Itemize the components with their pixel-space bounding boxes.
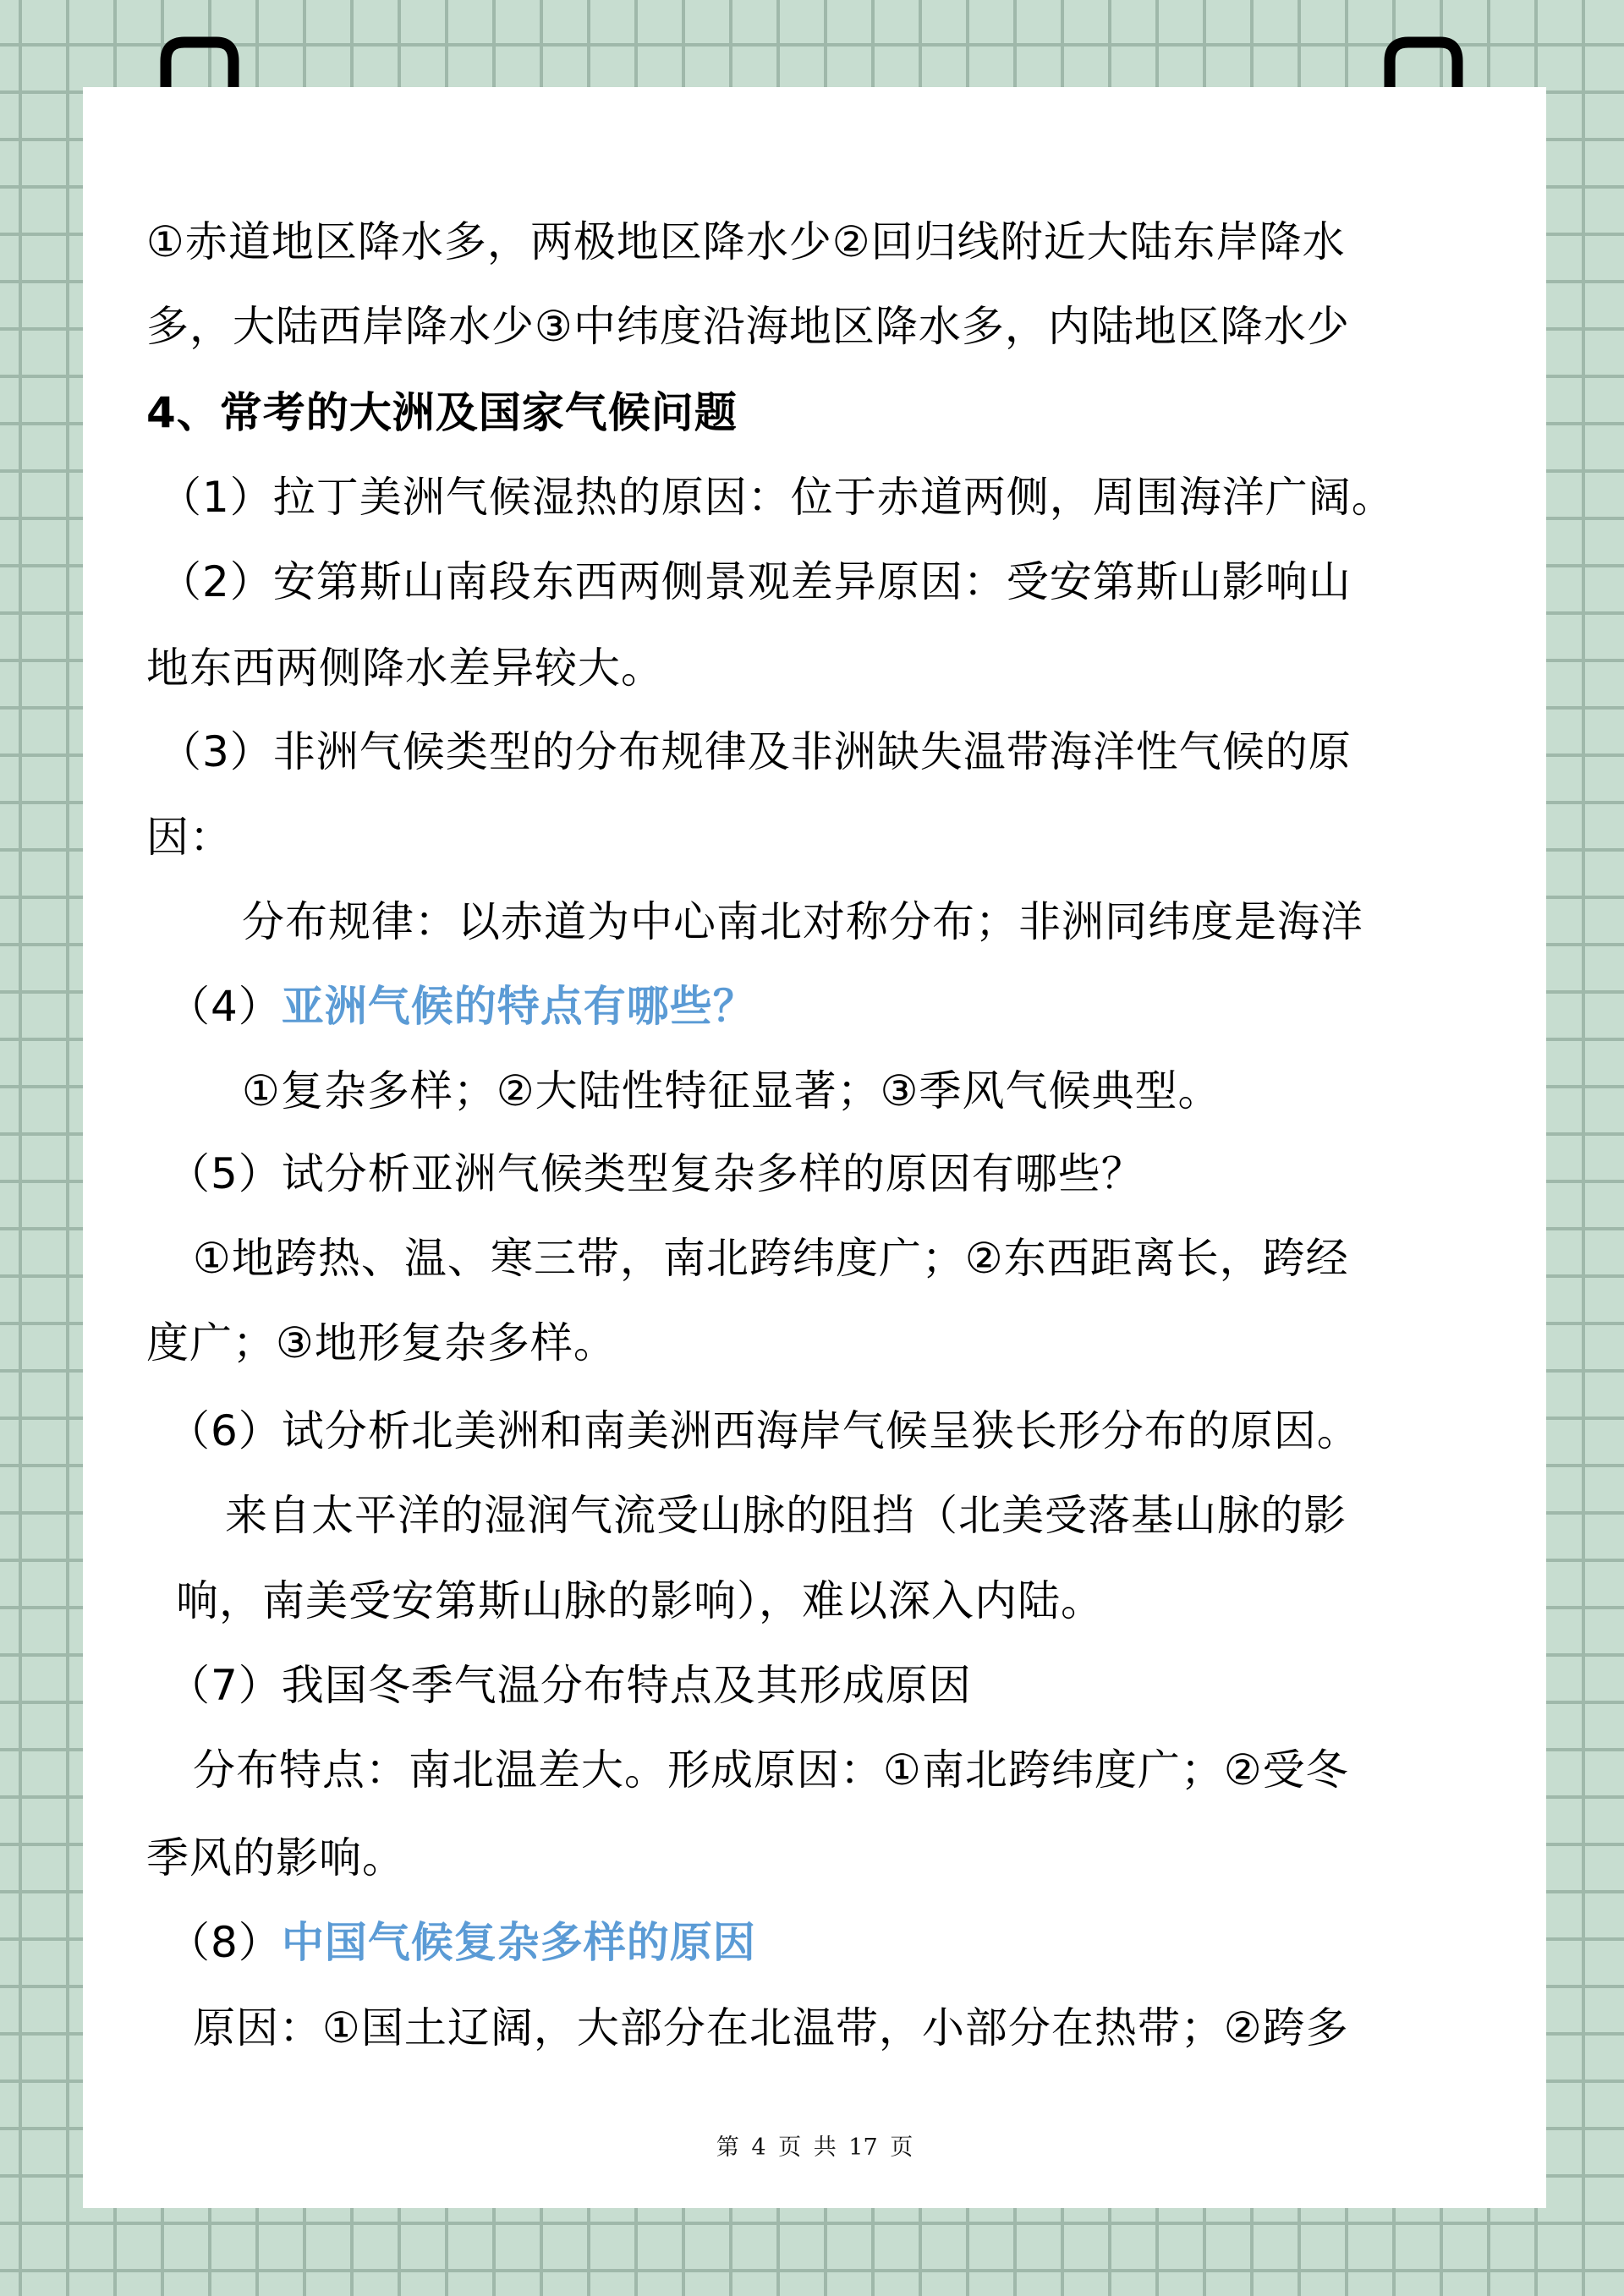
question-heading <box>167 964 756 1049</box>
text-line: 原因：①国土辽阔，大部分在北温带，小部分在热带；②跨多 <box>193 2003 1349 2052</box>
page-footer: 第 4 页 共 17 页 <box>716 2134 914 2161</box>
question-number: （4） <box>167 982 282 1031</box>
question-number: （8） <box>167 1918 282 1967</box>
text-line: 地东西两侧降水差异较大。 <box>146 644 664 693</box>
text-line: 多，大陆西岸降水少③中纬度沿海地区降水多，内陆地区降水少 <box>146 302 1350 351</box>
text-line: ①赤道地区降水多，两极地区降水少②回归线附近大陆东岸降水 <box>146 217 1346 266</box>
text-line: 分布特点：南北温差大。形成原因：①南北跨纬度广；②受冬 <box>193 1745 1349 1795</box>
text-line: （3）非洲气候类型的分布规律及非洲缺失温带海洋性气候的原 <box>159 727 1352 776</box>
text-line: （1）拉丁美洲气候湿热的原因：位于赤道两侧，周围海洋广阔。 <box>159 473 1395 522</box>
question-heading <box>167 1900 756 1985</box>
text-line: 分布规律：以赤道为中心南北对称分布；非洲同纬度是海洋 <box>242 897 1363 946</box>
text-line: 度广；③地形复杂多样。 <box>146 1318 617 1367</box>
section-heading: 4、常考的大洲及国家气候问题 <box>146 388 738 437</box>
text-line: （2）安第斯山南段东西两侧景观差异原因：受安第斯山影响山 <box>159 557 1352 606</box>
text-line: 响，南美受安第斯山脉的影响），难以深入内陆。 <box>176 1576 1104 1625</box>
document-page <box>83 87 1546 2208</box>
text-line: ①地跨热、温、寒三带，南北跨纬度广；②东西距离长，跨经 <box>193 1234 1349 1283</box>
text-line: （5）试分析亚洲气候类型复杂多样的原因有哪些？ <box>167 1149 1144 1198</box>
text-line: （6）试分析北美洲和南美洲西海岸气候呈狭长形分布的原因。 <box>167 1406 1360 1455</box>
text-line: 来自太平洋的湿润气流受山脉的阻挡（北美受落基山脉的影 <box>225 1491 1347 1540</box>
text-line: ①复杂多样；②大陆性特征显著；③季风气候典型。 <box>242 1066 1221 1115</box>
question-title: 中国气候复杂多样的原因 <box>281 1918 756 1967</box>
text-line: 季风的影响。 <box>146 1833 405 1882</box>
text-line: 因： <box>146 813 233 862</box>
question-title: 亚洲气候的特点有哪些？ <box>281 982 756 1031</box>
text-line: （7）我国冬季气温分布特点及其形成原因 <box>167 1661 972 1710</box>
